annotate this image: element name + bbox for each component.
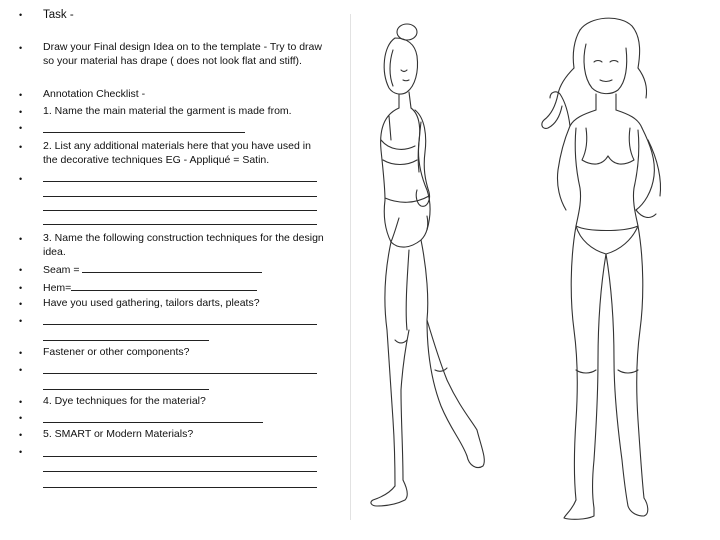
- gathering-question: Have you used gathering, tailors darts, pleats?: [43, 297, 260, 309]
- bullet: •: [19, 316, 23, 326]
- question-4: 4. Dye techniques for the material?: [43, 395, 206, 407]
- bullet: •: [19, 123, 23, 133]
- bullet: •: [19, 234, 23, 244]
- hem-row: [43, 281, 325, 296]
- bullet: •: [19, 174, 23, 184]
- seam-row: [43, 263, 325, 278]
- question-3: 3. Name the following construction techniques for the design idea.: [43, 232, 324, 258]
- answer-line[interactable]: [43, 210, 317, 211]
- bullet: •: [19, 413, 23, 423]
- question-2: 2. List any additional materials here that you have used in the decorative techniques EG - Appliqué = Satin.: [43, 140, 311, 166]
- hem-label: Hem=: [43, 282, 72, 294]
- seam-label: Seam =: [43, 264, 80, 276]
- answer-line[interactable]: [43, 422, 263, 423]
- column-divider: [350, 14, 351, 520]
- seam-answer-line[interactable]: [82, 263, 262, 273]
- question-5: 5. SMART or Modern Materials?: [43, 428, 194, 440]
- hem-answer-line[interactable]: [71, 281, 257, 291]
- answer-line[interactable]: [43, 132, 245, 133]
- fashion-croquis-front-figure: [530, 10, 700, 525]
- answer-line[interactable]: [43, 373, 317, 374]
- bullet: •: [19, 397, 23, 407]
- fashion-croquis-side-figure: [355, 10, 505, 525]
- answer-line[interactable]: [43, 181, 317, 182]
- bullet: •: [19, 430, 23, 440]
- bullet: •: [19, 265, 23, 275]
- checklist-title: Annotation Checklist -: [43, 88, 146, 100]
- bullet: •: [19, 348, 23, 358]
- bullet: •: [19, 43, 23, 53]
- bullet: •: [19, 10, 23, 20]
- answer-line[interactable]: [43, 456, 317, 457]
- task-heading: Task -: [43, 9, 74, 21]
- bullet: •: [19, 142, 23, 152]
- answer-line[interactable]: [43, 196, 317, 197]
- fastener-question: Fastener or other components?: [43, 346, 190, 358]
- bullet: •: [19, 283, 23, 293]
- answer-line[interactable]: [43, 340, 209, 341]
- bullet: •: [19, 107, 23, 117]
- bullet: •: [19, 90, 23, 100]
- answer-line[interactable]: [43, 487, 317, 488]
- bullet: •: [19, 447, 23, 457]
- bullet: •: [19, 299, 23, 309]
- answer-line[interactable]: [43, 389, 209, 390]
- answer-line[interactable]: [43, 471, 317, 472]
- bullet: •: [19, 365, 23, 375]
- question-1: 1. Name the main material the garment is made from.: [43, 105, 292, 117]
- answer-line[interactable]: [43, 324, 317, 325]
- answer-line[interactable]: [43, 224, 317, 225]
- worksheet-column: [0, 0, 350, 540]
- instruction-text: Draw your Final design Idea on to the template - Try to draw so your material has drape ( does not look flat and stiff).: [43, 41, 322, 67]
